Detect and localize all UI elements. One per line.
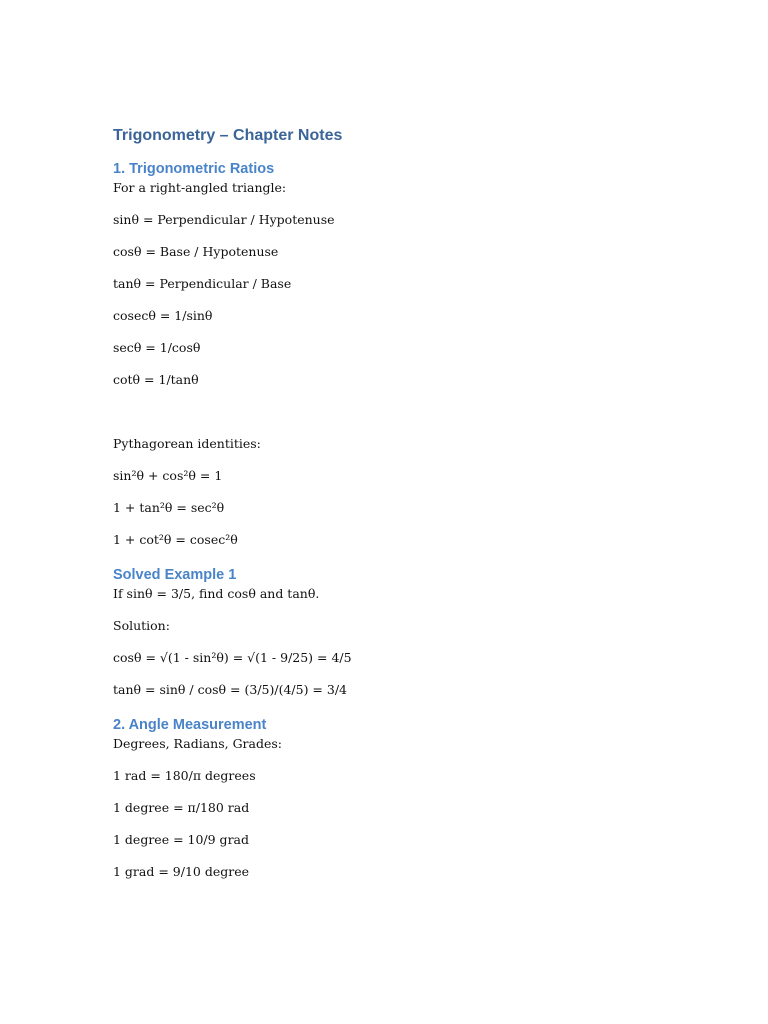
section-heading-trigonometric-ratios: 1. Trigonometric Ratios bbox=[113, 161, 275, 177]
section-heading-angle-measurement: 2. Angle Measurement bbox=[113, 717, 267, 733]
ratio-tan: tanθ = Perpendicular / Base bbox=[113, 276, 292, 291]
conversion-2: 1 degree = π/180 rad bbox=[113, 800, 250, 815]
example1-solution-label: Solution: bbox=[113, 618, 170, 633]
ratio-sin: sinθ = Perpendicular / Hypotenuse bbox=[113, 212, 335, 227]
identity-1: sin²θ + cos²θ = 1 bbox=[113, 468, 223, 483]
identity-2: 1 + tan²θ = sec²θ bbox=[113, 500, 225, 515]
section2-intro: Degrees, Radians, Grades: bbox=[113, 736, 283, 751]
section1-intro: For a right-angled triangle: bbox=[113, 180, 287, 195]
ratio-cot: cotθ = 1/tanθ bbox=[113, 372, 199, 387]
conversion-3: 1 degree = 10/9 grad bbox=[113, 832, 249, 847]
identity-3: 1 + cot²θ = cosec²θ bbox=[113, 532, 238, 547]
identities-label: Pythagorean identities: bbox=[113, 436, 261, 451]
document-title: Trigonometry – Chapter Notes bbox=[113, 127, 343, 144]
document-page bbox=[113, 122, 673, 896]
conversion-4: 1 grad = 9/10 degree bbox=[113, 864, 249, 879]
ratio-cosec: cosecθ = 1/sinθ bbox=[113, 308, 213, 323]
example1-step-1: cosθ = √(1 - sin²θ) = √(1 - 9/25) = 4/5 bbox=[113, 650, 352, 665]
example1-step-2: tanθ = sinθ / cosθ = (3/5)/(4/5) = 3/4 bbox=[113, 682, 347, 697]
section-heading-solved-example-1: Solved Example 1 bbox=[113, 567, 237, 583]
conversion-1: 1 rad = 180/π degrees bbox=[113, 768, 256, 783]
ratio-sec: secθ = 1/cosθ bbox=[113, 340, 201, 355]
example1-question: If sinθ = 3/5, find cosθ and tanθ. bbox=[113, 586, 320, 601]
ratio-cos: cosθ = Base / Hypotenuse bbox=[113, 244, 279, 259]
